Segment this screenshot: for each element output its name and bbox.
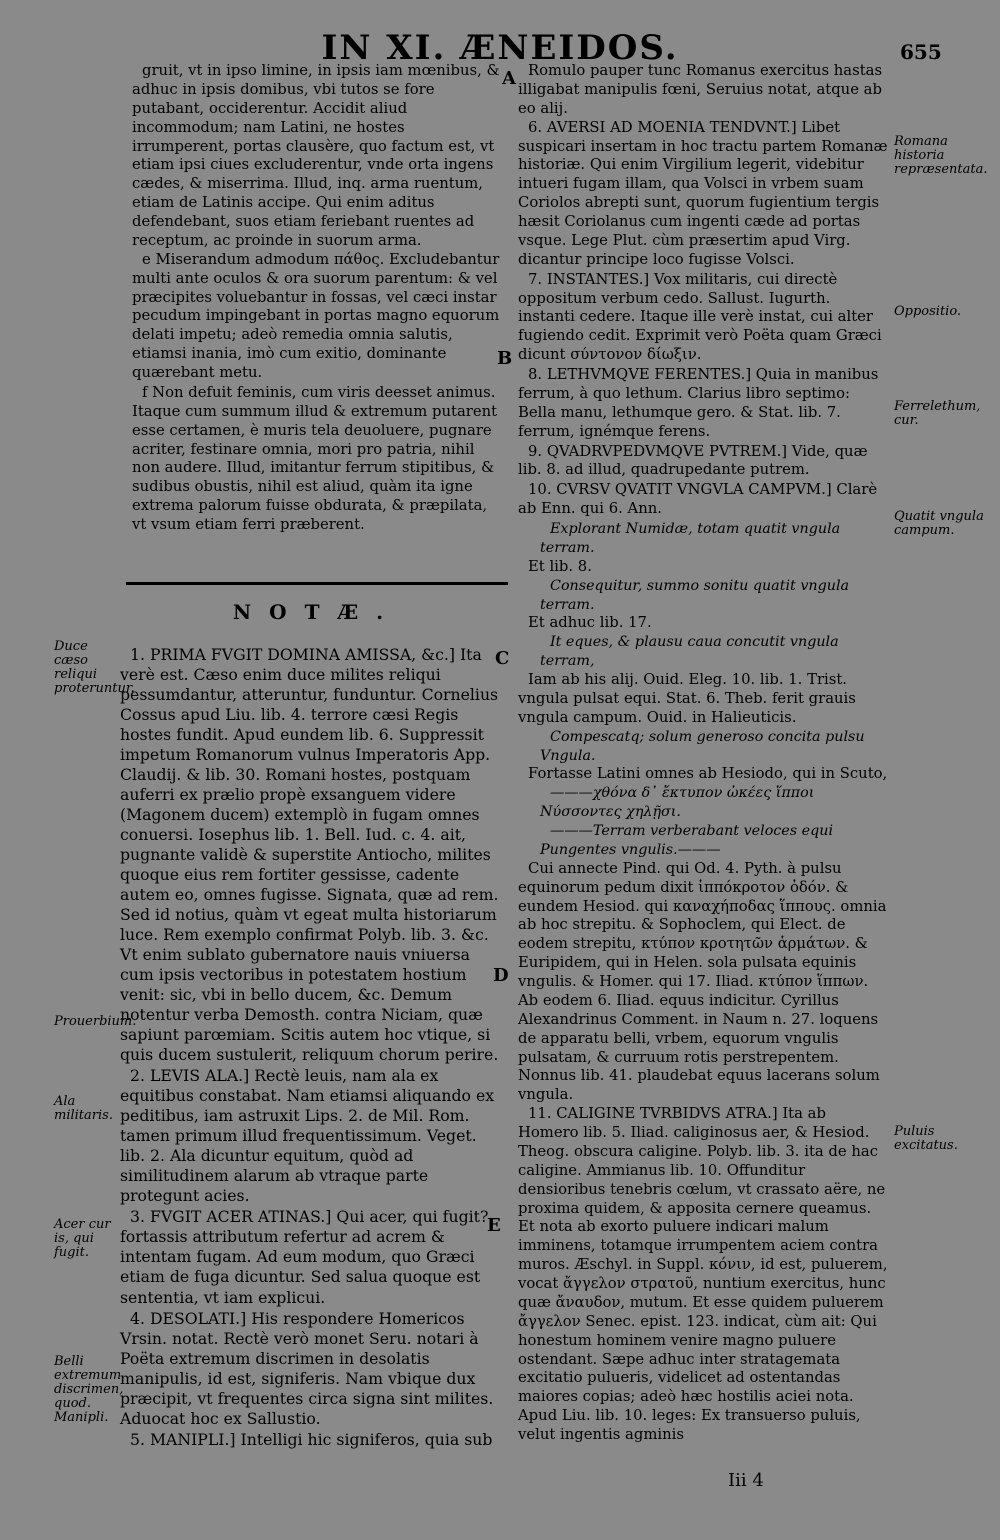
note-paragraph: 5. MANIPLI.] Intelligi hic signiferos, quia sub bbox=[130, 1429, 493, 1449]
margin-note-right: Romana historia repræsentata. bbox=[894, 134, 988, 177]
section-letter: D bbox=[493, 965, 509, 986]
verse-quote: Compescatq; solum generoso concita pulsu Vngula. bbox=[540, 728, 865, 764]
page-number: 655 bbox=[900, 40, 942, 64]
paragraph: e Miserandum admodum πάθος. Excludebantur multi ante oculos & ora suorum parentum: & vel præcipites voluebantur in fossas, vel cæci instar pecudum impingebant in portas magno equorum delati impetu; adeò remedia omnia salutis, etiamsi inania, imò cum exitio, dominante quærebant metu. bbox=[132, 250, 500, 381]
margin-note-right: Quatit vngula campum. bbox=[894, 509, 984, 538]
note-paragraph: 10. CVRSV QVATIT VNGVLA CAMPVM.] Clarè ab Enn. qui 6. Ann. bbox=[518, 481, 878, 518]
note-paragraph: 9. QVADRVPEDVMQVE PVTREM.] Vide, quæ lib. 8. ad illud, quadrupedante putrem. bbox=[518, 442, 868, 479]
section-letter: A bbox=[502, 68, 516, 89]
section-letter: C bbox=[495, 648, 510, 669]
note-paragraph: 7. INSTANTES.] Vox militaris, cui directè oppositum verbum cedo. Sallust. Iugurth. instanti cedere. Itaque ille verè instat, cui alter fugiendo cedit. Exprimit verò Poëta quam Græci dicunt σύντονον δίωξιν. bbox=[518, 270, 882, 364]
note-paragraph: 11. CALIGINE TVRBIDVS ATRA.] Ita ab Homero lib. 5. Iliad. caliginosus aer, & Hesiod. Theog. obscura caligine. Polyb. lib. 3. ita de hac caligine. Ammianus lib. 10. Offunditur densioribus tenebris cœlum, vt crassato aëre, ne proxima quidem, & apposita cernere queamus. Et nota ab exorto puluere indicari malum imminens, totamque irrumpentem aciem contra muros. Æschyl. in Suppl. κόνιν, id est, puluerem, vocat ἄγγελον στρατοῦ, nuntium exercitus, hunc quæ ἄναυδον, mutum. Et esse quidem puluerem ἄγγελον Senec. epist. 123. indicat, cùm ait: Qui honestum hominem venire magno puluere ostendant. Sæpe adhuc inter stratagemata excitatio pulueris, videlicet ad ostentandas maiores copias; adeò hæc hostilis aciei nota. Apud Liu. lib. 10. leges: Ex transuerso puluis, velut ingentis agminis bbox=[518, 1105, 888, 1443]
note-paragraph: Et lib. 8. bbox=[528, 557, 592, 575]
margin-note-left: Duce cæso reliqui proteruntur. bbox=[54, 639, 135, 696]
verse-quote: Explorant Numidæ, totam quatit vngula terram. bbox=[540, 521, 841, 556]
note-paragraph: Et adhuc lib. 17. bbox=[528, 614, 652, 632]
footer-signature: Iii 4 bbox=[728, 1470, 764, 1491]
margin-note-left: Acer cur is, qui fugit. bbox=[54, 1217, 111, 1260]
note-paragraph: 1. PRIMA FVGIT DOMINA AMISSA, &c.] Ita verè est. Cæso enim duce milites reliqui pessumdantur, atteruntur, funduntur. Cornelius Cossus apud Liu. lib. 4. terrore cæsi Regis hostes fundit. Apud eundem lib. 6. Suppressit impetum Romanorum vulnus Imperatoris App. Claudij. & lib. 30. Romani hostes, postquam auferri ex prælio propè exsanguem videre (Magonem ducem) extemplò in fugam omnes conuersi. Iosephus lib. 1. Bell. Iud. c. 4. ait, pugnante validè & superstite Antiocho, milites quoque eius rem fortiter gessisse, cadente autem eo, omnes fugisse. Signata, quæ ad rem. Sed id notius, quàm vt egeat multa historiarum luce. Rem exemplo confirmat Polyb. lib. 3. &c. Vt enim sublato gubernatore nauis vniuersa cum ipsis vectoribus in potestatem hostium venit: sic, vbi in bello ducem, &c. Demum notentur verba Demosth. contra Niciam, quæ sapiunt parœmiam. Scitis autem hoc vtique, si quis ducem sustulerit, reliquum chorum perire. bbox=[120, 645, 499, 1065]
paragraph: gruit, vt in ipso limine, in ipsis iam mœnibus, & adhuc in ipsis domibus, vbi tutos se fore putabant, occiderentur. Accidit aliud incommodum; nam Latini, ne hostes irrumperent, portas clausère, quo factum est, vt etiam ipsi ciues excluderentur, vnde orta ingens cædes, & miserrima. Illud, inq. arma ruentum, etiam de Latinis accipe. Qui enim aditus defendebant, suos etiam feriebant ruentes ad receptum, ac proinde in suorum arma. bbox=[132, 62, 500, 249]
note-paragraph: 2. LEVIS ALA.] Rectè leuis, nam ala ex equitibus constabat. Nam etiamsi aliquando ex peditibus, iam astruxit Lips. 2. de Mil. Rom. tamen primum illud frequentissimum. Veget. lib. 2. Ala dicuntur equitum, quòd ad similitudinem alarum ab vtraque parte protegunt acies. bbox=[120, 1066, 495, 1206]
notes-left-text bbox=[120, 645, 500, 1451]
note-paragraph: Cui annecte Pind. qui Od. 4. Pyth. à pulsu equinorum pedum dixit ἱππόκροτον ὁδόν. & eundem Hesiod. qui καναχήποδας ἵππους. omnia ab hoc strepitu. & Sophoclem, qui Elect. de eodem strepitu, κτύπον κροτητῶν ἁρμάτων. & Euripidem, qui in Helen. sola pulsata equinis vngulis. & Homer. qui 17. Iliad. κτύπον ἵππων. Ab eodem 6. Iliad. equus indicitur. Cyrillus Alexandrinus Comment. in Naum n. 27. loquens de apparatu belli, vrbem, equorum vngulis pulsatam, & curruum rotis perstrepentem. Nonnus lib. 41. plaudebat equus lacerans solum vngula. bbox=[518, 859, 887, 1104]
verse-quote: ———χθόνα δ᾽ ἔκτυπον ὠκέες ἵπποι Νύσσοντες χηλῇσι. bbox=[540, 785, 815, 821]
verse-quote: It eques, & plausu caua concutit vngula terram, bbox=[540, 634, 839, 670]
note-paragraph: Romulo pauper tunc Romanus exercitus hastas illigabat manipulis fœni, Seruius notat, atque ab eo alij. bbox=[518, 62, 883, 117]
paragraph: f Non defuit feminis, cum viris deesset animus. Itaque cum summum illud & extremum putarent esse certamen, è muris tela deuoluere, pugnare acriter, festinare omnia, mori pro patria, nihil non audere. Illud, imitantur ferrum stipitibus, & sudibus obustis, nihil est aliud, quàm ita igne extrema palorum fuisse obdurata, & præpilata, vt vsum etiam ferri præberent. bbox=[132, 383, 498, 533]
note-paragraph: Fortasse Latini omnes ab Hesiodo, qui in Scuto, bbox=[528, 765, 888, 783]
verse-quote: ———Terram verberabant veloces equi Pungentes vngulis.——— bbox=[540, 823, 834, 858]
notae-heading: NOTÆ. bbox=[232, 600, 402, 624]
margin-note-right: Puluis excitatus. bbox=[894, 1124, 958, 1153]
note-paragraph: 6. AVERSI AD MOENIA TENDVNT.] Libet suspicari insertam in hoc tractu partem Romanæ historiæ. Qui enim Virgilium legerit, videbitur intueri fugam illam, qua Volsci in vrbem suam Coriolos abrepti sunt, quorum fugientium tergis hæsit Coriolanus cum ingenti cæde ad portas vsque. Lege Plut. cùm præsertim apud Virg. dicantur principe loco fugisse Volsci. bbox=[518, 118, 888, 268]
section-letter: B bbox=[497, 348, 513, 369]
right-column bbox=[518, 62, 890, 1446]
note-paragraph: 3. FVGIT ACER ATINAS.] Qui acer, qui fugit? fortassis attributum refertur ad acrem & intentam fugam. Ad eum modum, quo Græci etiam de fuga dicuntur. Sed salua quoque est sententia, vt iam explicui. bbox=[120, 1207, 489, 1307]
note-paragraph: 4. DESOLATI.] His respondere Homericos Vrsin. notat. Rectè verò monet Seru. notari à Poëta extremum discrimen in desolatis manipulis, id est, signiferis. Nam vbique dux præcipit, vt frequentes circa signa sint milites. Aduocat hoc ex Sallustio. bbox=[120, 1308, 494, 1428]
margin-note-left: Ala militaris. bbox=[54, 1094, 113, 1123]
margin-note-left: Belli extremum discrimen, quod. Manipli. bbox=[54, 1354, 124, 1425]
note-paragraph: Iam ab his alij. Ouid. Eleg. 10. lib. 1. Trist. vngula pulsat equi. Stat. 6. Theb. ferit grauis vngula campum. Ouid. in Halieuticis. bbox=[518, 671, 856, 726]
page-title: IN XI. ÆNEIDOS. bbox=[321, 28, 679, 68]
notae-rule bbox=[126, 582, 508, 585]
top-left-text bbox=[132, 62, 500, 536]
margin-note-right: Oppositio. bbox=[894, 304, 962, 319]
note-paragraph: 8. LETHVMQVE FERENTES.] Quia in manibus ferrum, à quo lethum. Clarius libro septimo: Bella manu, lethumque gero. & Stat. lib. 7. ferrum, ignémque ferens. bbox=[518, 366, 879, 440]
section-letter: E bbox=[487, 1215, 501, 1236]
verse-quote: Consequitur, summo sonitu quatit vngula terram. bbox=[540, 577, 850, 613]
margin-note-left: Prouerbium. bbox=[54, 1014, 137, 1029]
margin-note-right: Ferrelethum, cur. bbox=[894, 399, 981, 428]
